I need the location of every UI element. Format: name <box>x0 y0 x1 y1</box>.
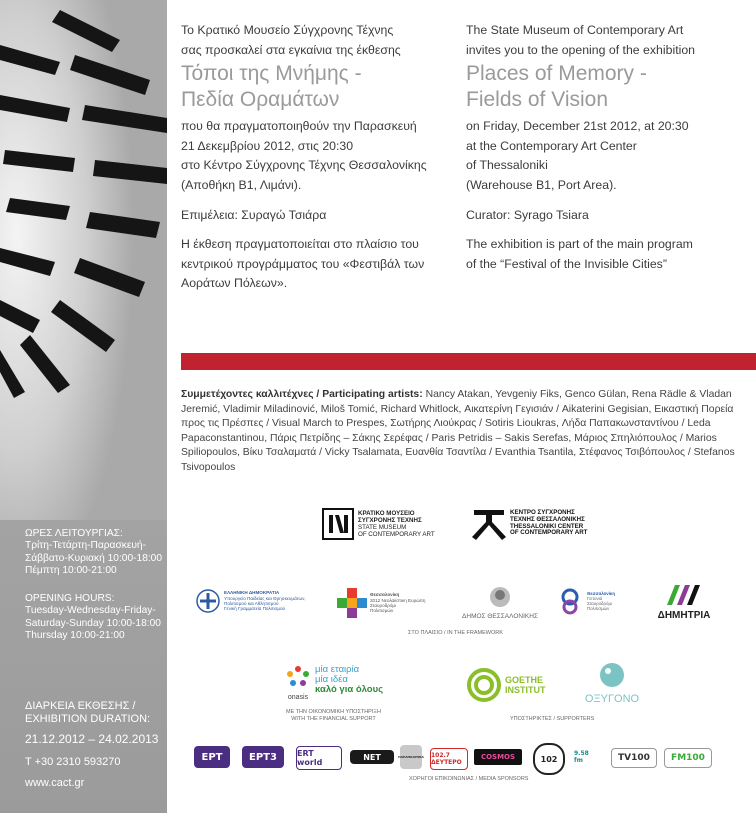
hours-gr-line: Τρίτη-Τετάρτη-Παρασκευή- <box>25 540 146 552</box>
ert-logo: ΕΡΤ <box>194 746 230 768</box>
smca-text: ΣΥΓΧΡΟΝΗΣ ΤΕΧΝΗΣ <box>358 517 422 524</box>
greek-intro-line: σας προσκαλεί στα εγκαίνια της έκθεσης <box>181 42 401 57</box>
greek-detail-line: 21 Δεκεμβρίου 2012, στις 20:30 <box>181 138 354 153</box>
financial-caption-line: WITH THE FINANCIAL SUPPORT <box>291 716 376 722</box>
greek-curator: Επιμέλεια: Συραγώ Τσιάρα <box>181 207 327 222</box>
thess-text: Θεσσαλονίκη <box>587 590 616 596</box>
piano-keys-artwork <box>0 0 167 520</box>
english-festival-line: The exhibition is part of the main program <box>466 237 693 252</box>
artists-label: Συμμετέχοντες καλλιτέχνες / Participating artists: <box>181 389 423 400</box>
framework-caption: ΣΤΟ ΠΛΑΙΣΙΟ / IN THE FRAMEWORK <box>408 630 503 636</box>
ministry-text: Πολιτισμού και Αθλητισμού <box>224 601 279 606</box>
radio-958-logo: 9.58 fm <box>574 746 598 768</box>
website-link[interactable]: www.cact.gr <box>25 777 85 789</box>
cact-text: ΚΕΝΤΡΟ ΣΥΓΧΡΟΝΗΣ <box>510 509 575 516</box>
oxygono-bubble-icon <box>599 662 625 688</box>
capital-text: Θεσσαλονίκη <box>370 592 400 598</box>
municipality-text: ΔΗΜΟΣ ΘΕΣΣΑΛΟΝΙΚΗΣ <box>462 613 538 620</box>
goethe-text: GOETHE <box>505 675 544 685</box>
thessaloniki-swirl-icon <box>556 587 584 615</box>
cact-text: OF CONTEMPORARY ART <box>510 529 588 537</box>
capital-text: Πολιτισμών <box>370 608 394 614</box>
supporters-caption: ΥΠΟΣΤΗΡΙΚΤΕΣ / SUPPORTERS <box>510 716 595 722</box>
english-curator: Curator: Syrago Tsiara <box>466 207 589 222</box>
english-intro-line: invites you to the opening of the exhibition <box>466 42 696 57</box>
greek-intro-line: Το Κρατικό Μουσείο Σύγχρονης Τέχνης <box>181 23 394 37</box>
thess-text: Γειτονιά <box>587 595 603 601</box>
goethe-logo <box>467 668 546 702</box>
participating-artists <box>181 388 741 476</box>
onassis-line: μία ιδέα <box>315 674 348 685</box>
ministry-text: Γενική Γραμματεία Πολιτισμού <box>224 606 286 612</box>
hours-en-line: Saturday-Sunday 10:00-18:00 <box>25 617 161 629</box>
hours-gr-title: ΩΡΕΣ ΛΕΙΤΟΥΡΓΙΑΣ: <box>25 528 123 539</box>
smca-logo <box>322 508 435 540</box>
colored-cross-icon <box>337 588 367 618</box>
sidebar <box>0 0 167 813</box>
hours-gr-line: Σάββατο-Κυριακή 10:00-18:00 <box>25 552 163 564</box>
tv100-logo: TV100 <box>611 748 657 768</box>
ministry-logo <box>196 588 306 614</box>
smca-text: STATE MUSEUM <box>358 524 407 531</box>
oxygono-text: ΟΞΥΓΟΝΟ <box>584 693 640 705</box>
goethe-spiral-icon <box>467 668 501 702</box>
smca-text: ΚΡΑΤΙΚΟ ΜΟΥΣΕΙΟ <box>358 510 415 517</box>
greek-festival-line: Αοράτων Πόλεων». <box>181 276 288 291</box>
greek-festival-line: κεντρικού προγράμματος του «Φεστιβάλ των <box>181 256 425 271</box>
duration-label: EXHIBITION DURATION: <box>25 713 151 725</box>
english-title-line: Places of Memory - <box>466 62 647 86</box>
financial-caption-line: ΜΕ ΤΗΝ ΟΙΚΟΝΟΜΙΚΗ ΥΠΟΣΤΗΡΙΞΗ <box>286 709 381 715</box>
municipality-logo <box>454 586 546 620</box>
greek-festival-line: Η έκθεση πραγματοποιείται στο πλαίσιο του <box>181 237 419 252</box>
greek-detail-line: που θα πραγματοποιηθούν την Παρασκευή <box>181 119 417 134</box>
english-detail-line: on Friday, December 21st 2012, at 20:30 <box>466 119 689 134</box>
hours-gr-line: Πέμπτη 10:00-21:00 <box>25 565 117 577</box>
greek-exhibition-title <box>181 61 466 113</box>
english-detail-line: (Warehouse B1, Port Area). <box>466 177 617 192</box>
greek-detail-line: (Αποθήκη Β1, Λιμάνι). <box>181 177 302 192</box>
greek-title-line: Τόποι της Μνήμης - <box>181 62 362 86</box>
financial-caption <box>286 709 381 723</box>
fm100-logo: FM100 <box>664 748 712 768</box>
smca-mark-icon <box>322 508 354 540</box>
artists-list: Nancy Atakan, Yevgeniy Fiks, Genco Gülan, Rena Rädle & Vladan Jeremić, Vladimir Miladinović, Miloš Tomić, Richard Whitlock, Αικατερίνη Γεγισιάν / Aikaterini Gegisian, Εικαστική Πορεία προς τις Πρέσπες / Visual March to Prespes, Σωτήρης Λιούκρας / Sotiris Lioukras, Λήδα Παπακωνσταντίνου / Leda Papaconstantinou, Πάρις Πετρίδης – Σάκης Σερέφας / Paris Petridis – Sakis Serefas, Μάριος Σπηλιόπουλος / Marios Spiliopoulos, Βίκυ Τσαλαματά / Vicky Tsalamata, Ευανθία Τσαντίλα / Evanthia Tsantila, Στέφανος Τσιβόπουλος / Stefanos Tsivopoulos <box>181 389 735 473</box>
smca-text: OF CONTEMPORARY ART <box>358 531 435 538</box>
english-title-line: Fields of Vision <box>466 88 609 112</box>
hours-en-line: Tuesday-Wednesday-Friday- <box>25 605 156 617</box>
ministry-text: ΕΛΛΗΝΙΚΗ ΔΗΜΟΚΡΑΤΙΑ <box>224 590 280 596</box>
cact-text: THESSALONIKI CENTER <box>510 522 584 530</box>
greek-detail-line: στο Κέντρο Σύγχρονης Τέχνης Θεσσαλονίκης <box>181 158 427 173</box>
dimitria-text: ΔΗΜΗΤΡΙΑ <box>657 610 711 621</box>
english-detail-line: at the Contemporary Art Center <box>466 138 637 153</box>
english-festival-line: of the “Festival of the Invisible Cities” <box>466 256 667 271</box>
dimitria-logo <box>654 585 714 621</box>
onassis-name: onasis <box>287 694 309 701</box>
english-exhibition-title <box>466 61 751 113</box>
radio-102-logo: 102 <box>533 743 565 775</box>
deftero-logo: 102.7 ΔΕΥΤΕΡΟ <box>430 748 468 770</box>
capital-text: Σταυροδρόμι <box>370 603 397 608</box>
english-invitation <box>466 21 751 274</box>
greek-invitation <box>181 21 466 294</box>
capital-text: 2012 Νεολαιίστικη Ευρώπη <box>370 597 426 603</box>
cosmos-logo: COSMOS <box>474 749 522 765</box>
parapolitika-logo: ΠΑΡΑΠΟΛΙΤΙΚΑ <box>400 745 422 769</box>
european-youth-capital-logo <box>337 588 426 618</box>
municipality-head-icon <box>489 586 511 608</box>
onassis-line: καλό για όλους <box>315 684 384 695</box>
onassis-line: μία εταιρία <box>315 664 360 675</box>
phone-number: T +30 2310 593270 <box>25 756 121 768</box>
duration-label: ΔΙΑΡΚΕΙΑ ΕΚΘΕΣΗΣ / <box>25 700 136 712</box>
net-logo: NET <box>350 750 394 764</box>
ert3-logo: ΕΡΤ3 <box>242 746 284 768</box>
thessaloniki-logo <box>556 587 615 615</box>
greek-title-line: Πεδία Οραμάτων <box>181 88 340 112</box>
media-caption: ΧΟΡΗΓΟΙ ΕΠΙΚΟΙΝΩΝΙΑΣ / MEDIA SPONSORS <box>409 776 529 782</box>
thess-text: Σταυροδρόμι <box>587 601 612 606</box>
dimitria-mark-icon <box>667 585 701 605</box>
thess-text: Πολιτισμών <box>587 606 610 612</box>
greek-emblem-icon <box>196 588 220 614</box>
onassis-logo <box>285 665 383 701</box>
english-detail-line: of Thessaloniki <box>466 158 548 173</box>
oxygono-logo <box>582 662 642 705</box>
cact-text: ΤΕΧΝΗΣ ΘΕΣΣΑΛΟΝΙΚΗΣ <box>510 515 585 523</box>
ert-world-logo: ERT world <box>296 746 342 770</box>
onassis-figure-icon <box>285 665 311 689</box>
ministry-text: Υπουργείο Παιδείας και Θρησκευμάτων, <box>224 595 306 601</box>
goethe-text: INSTITUT <box>505 685 546 695</box>
cact-logo <box>472 508 587 542</box>
red-divider <box>181 353 756 370</box>
cact-mark-icon <box>472 508 506 542</box>
duration-dates: 21.12.2012 – 24.02.2013 <box>25 732 159 746</box>
hours-en-line: Thursday 10:00-21:00 <box>25 630 125 642</box>
hours-en-title: OPENING HOURS: <box>25 593 115 604</box>
english-intro-line: The State Museum of Contemporary Art <box>466 23 684 37</box>
